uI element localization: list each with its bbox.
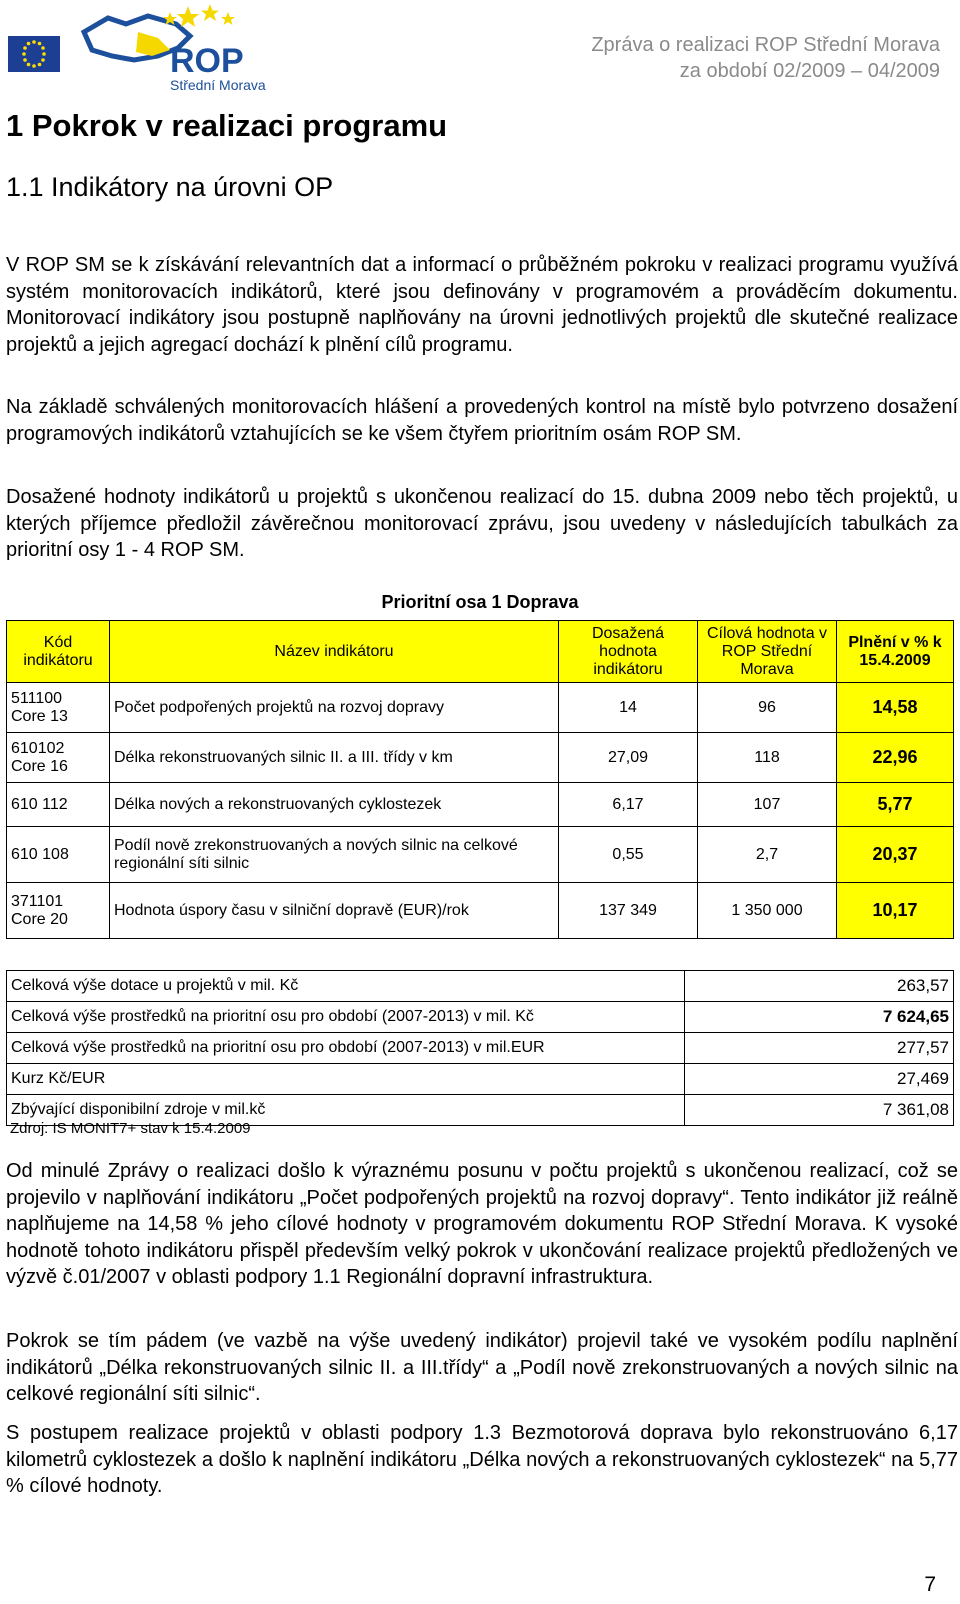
paragraph-achieved-values: Dosažené hodnoty indikátorů u projektů s ukončenou realizací do 15. dubna 2009 nebo těch projektů, u kterých příjemce předložil závěrečnou monitorovací zprávu, jsou uvedeny v následujících tabulkách za prioritní osy 1 - 4 ROP SM. <box>6 486 958 561</box>
row-target: 2,7 <box>698 827 837 883</box>
paragraph-progress: Od minulé Zprávy o realizaci došlo k výraznému posunu v počtu projektů s ukončenou realizací, což se projevilo v naplňování indikátoru „Počet podpořených projektů na rozvoj dopravy“. Tento indikátor již reálně naplňujeme na 14,58 % jeho cílové hodnoty v programovém dokumentu ROP Střední Morava. K vysoké hodnotě tohoto indikátoru přispěl především velký pokrok v ukončování realizace projektů předložených ve výzvě č.01/2007 v oblasti podpory 1.1 Regionální dopravní infrastruktura. <box>6 1160 958 1288</box>
table-row <box>7 733 954 783</box>
report-title: Zpráva o realizaci ROP Střední Morava <box>591 34 940 56</box>
table-title: Prioritní osa 1 Doprava <box>381 592 579 612</box>
header-code: Kód indikátoru <box>7 621 110 683</box>
row-name: Délka nových a rekonstruovaných cyklostezek <box>110 783 559 827</box>
row-target: 1 350 000 <box>698 883 837 939</box>
summary-row <box>7 1033 954 1064</box>
row-target: 107 <box>698 783 837 827</box>
table-row <box>7 827 954 883</box>
logo-subtitle: Střední Morava <box>170 77 266 93</box>
row-code: 610102 Core 16 <box>7 733 110 783</box>
table-source-note: Zdroj: IS MONIT7+ stav k 15.4.2009 <box>10 1120 251 1137</box>
row-fulfilment: 22,96 <box>837 733 954 783</box>
paragraph-intro: V ROP SM se k získávání relevantních dat a informací o průběžném pokroku v realizaci programu využívá systém monitorovacích indikátorů, které jsou definovány v programovém a prováděcím dokumentu. Monitorovací indikátory jsou postupně naplňovány na úrovni jednotlivých projektů dle skutečné realizace projektů a jejich agregací dochází k plnění cílů programu. <box>6 254 958 356</box>
row-fulfilment: 14,58 <box>837 683 954 733</box>
row-fulfilment: 20,37 <box>837 827 954 883</box>
summary-label: Celková výše prostředků na prioritní osu pro období (2007-2013) v mil.EUR <box>7 1033 685 1064</box>
row-name: Počet podpořených projektů na rozvoj dopravy <box>110 683 559 733</box>
report-period: za období 02/2009 – 04/2009 <box>679 60 940 82</box>
row-achieved: 27,09 <box>559 733 698 783</box>
summary-label: Celková výše dotace u projektů v mil. Kč <box>7 971 685 1002</box>
row-target: 118 <box>698 733 837 783</box>
summary-label: Zbývající disponibilní zdroje v mil.kč <box>7 1095 685 1126</box>
chapter-heading: 1 Pokrok v realizaci programu <box>6 108 448 143</box>
row-target: 96 <box>698 683 837 733</box>
summary-label: Kurz Kč/EUR <box>7 1064 685 1095</box>
page-number: 7 <box>924 1573 936 1596</box>
header-fulfilment: Plnění v % k 15.4.2009 <box>837 621 954 683</box>
summary-row <box>7 1002 954 1033</box>
table-row <box>7 783 954 827</box>
rop-logo <box>78 2 278 94</box>
row-achieved: 137 349 <box>559 883 698 939</box>
header-target: Cílová hodnota v ROP Střední Morava <box>698 621 837 683</box>
row-code: 511100 Core 13 <box>7 683 110 733</box>
row-name: Délka rekonstruovaných silnic II. a III. třídy v km <box>110 733 559 783</box>
summary-value: 277,57 <box>685 1033 954 1064</box>
row-achieved: 6,17 <box>559 783 698 827</box>
row-name: Hodnota úspory času v silniční dopravě (EUR)/rok <box>110 883 559 939</box>
table-header-row <box>7 621 954 683</box>
row-achieved: 0,55 <box>559 827 698 883</box>
report-header-title <box>591 32 940 84</box>
summary-value: 27,469 <box>685 1064 954 1095</box>
row-code: 610 108 <box>7 827 110 883</box>
row-name: Podíl nově zrekonstruovaných a nových silnic na celkové regionální síti silnic <box>110 827 559 883</box>
header-name: Název indikátoru <box>110 621 559 683</box>
row-code: 371101 Core 20 <box>7 883 110 939</box>
eu-flag-icon <box>8 36 60 72</box>
paragraph-cycle-paths: S postupem realizace projektů v oblasti podpory 1.3 Bezmotorová doprava bylo rekonstruováno 6,17 kilometrů cyklostezek a došlo k naplnění indikátoru „Délka nových a rekonstruovaných cyklostezek“ na 5,77 % cílové hodnoty. <box>6 1422 958 1497</box>
page-header <box>0 0 960 100</box>
row-code: 610 112 <box>7 783 110 827</box>
summary-value: 7 624,65 <box>685 1002 954 1033</box>
summary-row <box>7 971 954 1002</box>
table-row <box>7 883 954 939</box>
row-fulfilment: 10,17 <box>837 883 954 939</box>
summary-value: 7 361,08 <box>685 1095 954 1126</box>
table-row <box>7 683 954 733</box>
summary-label: Celková výše prostředků na prioritní osu pro období (2007-2013) v mil. Kč <box>7 1002 685 1033</box>
summary-value: 263,57 <box>685 971 954 1002</box>
indicator-table <box>6 620 954 939</box>
summary-table <box>6 970 954 1126</box>
paragraph-confirmation: Na základě schválených monitorovacích hlášení a provedených kontrol na místě bylo potvrzeno dosažení programových indikátorů vztahujících se ke všem čtyřem prioritním osám ROP SM. <box>6 396 958 445</box>
header-achieved: Dosažená hodnota indikátoru <box>559 621 698 683</box>
paragraph-roads: Pokrok se tím pádem (ve vazbě na výše uvedený indikátor) projevil také ve vysokém podílu naplnění indikátorů „Délka rekonstruovaných silnic II. a III.třídy“ a „Podíl nově zrekonstruovaných a nových silnic na celkové regionální síti silnic“. <box>6 1330 958 1405</box>
row-achieved: 14 <box>559 683 698 733</box>
logo-text: ROP <box>170 42 244 80</box>
section-heading: 1.1 Indikátory na úrovni OP <box>6 172 334 202</box>
summary-row <box>7 1064 954 1095</box>
row-fulfilment: 5,77 <box>837 783 954 827</box>
